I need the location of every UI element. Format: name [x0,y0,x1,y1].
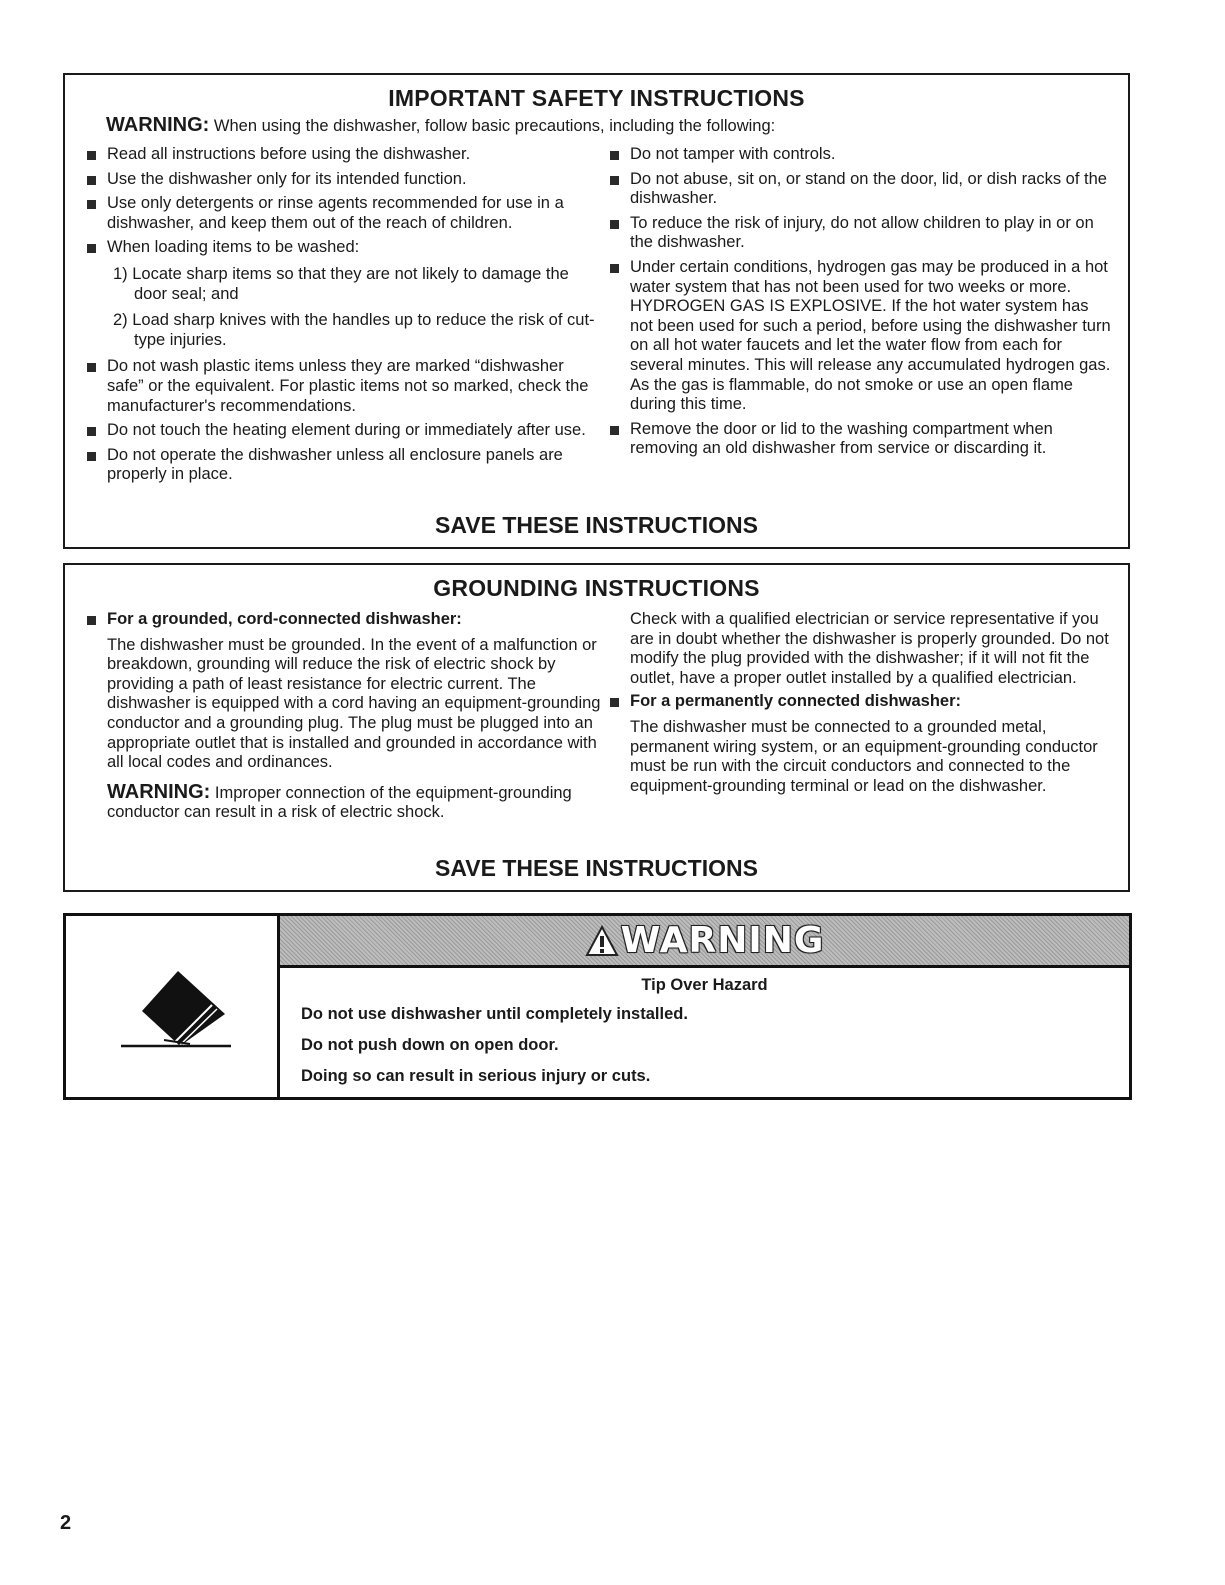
list-item: Do not touch the heating element during or immediately after use. [87,421,597,441]
warning-line: Do not push down on open door. [301,1036,559,1054]
bullet-icon [87,200,96,209]
bullet-icon [610,698,619,707]
sub-item: 1) Locate sharp items so that they are not likely to damage the door seal; and [113,264,569,303]
warning-banner-label: WARNING [620,920,825,961]
safety-instructions-box [63,73,1130,549]
list-item: To reduce the risk of injury, do not allow children to play in or on the dishwasher. [610,214,1115,253]
page-number: 2 [60,1512,72,1534]
warning-line: Do not use dishwasher until completely installed. [301,1005,688,1023]
bullet-icon [610,151,619,160]
grounding-left-column [87,610,602,829]
bullet-icon [87,244,96,253]
safety-warning [106,114,1128,137]
tip-over-warning-panel [63,913,1132,1100]
grounding-warning [87,780,602,823]
bullet-icon [610,220,619,229]
list-item: Do not abuse, sit on, or stand on the door, lid, or dish racks of the dishwasher. [610,170,1115,209]
warning-label: WARNING: [106,114,210,136]
list-item: Read all instructions before using the dishwasher. [87,145,597,165]
safety-title: IMPORTANT SAFETY INSTRUCTIONS [388,85,805,111]
list-item: Use the dishwasher only for its intended function. [87,170,597,190]
sub-item: 2) Load sharp knives with the handles up to reduce the risk of cut-type injuries. [113,311,595,349]
list-item: Remove the door or lid to the washing compartment when removing an old dishwasher from service or discarding it. [610,420,1115,459]
list-item: Do not tamper with controls. [610,145,1115,165]
permanent-description: The dishwasher must be connected to a grounded metal, permanent wiring system, or an equipment-grounding conductor must be run with the circuit conductors and connected to the equipment-grounding terminal or lead on the dishwasher. [630,717,1098,795]
grounding-title: GROUNDING INSTRUCTIONS [433,575,760,601]
bullet-icon [610,176,619,185]
warning-banner [280,916,1129,968]
grounding-instructions-box [63,563,1130,892]
hazard-title: Tip Over Hazard [641,976,768,994]
warning-triangle-icon [585,925,619,957]
warning-line: Doing so can result in serious injury or cuts. [301,1067,651,1085]
save-instructions-label: SAVE THESE INSTRUCTIONS [435,855,758,881]
bullet-icon [87,176,96,185]
corded-description: The dishwasher must be grounded. In the event of a malfunction or breakdown, grounding will reduce the risk of electric shock by providing a path of least resistance for electric current. The dishwasher is equipped with a cord having an equipment-grounding conductor and a grounding plug. The plug must be plugged into an appropriate outlet that is installed and grounded in accordance with all local codes and ordinances. [107,635,601,772]
list-item: Use only detergents or rinse agents recommended for use in a dishwasher, and keep them out of the reach of children. [87,194,597,233]
list-item: Do not wash plastic items unless they are marked “dishwasher safe” or the equivalent. For plastic items not so marked, check the manufacturer's recommendations. [87,357,597,416]
tip-over-hazard-icon [66,916,277,1097]
warning-text: When using the dishwasher, follow basic precautions, including the following: [209,117,776,135]
safety-right-column [610,145,1115,464]
bullet-icon [610,426,619,435]
warning-label: WARNING: [107,780,211,803]
tip-over-icon-cell [66,916,280,1097]
warning-text: Improper connection of the equipment-grounding conductor can result in a risk of electric shock. [107,783,572,822]
check-electrician-text: Check with a qualified electrician or service representative if you are in doubt whether the dishwasher is properly grounded. Do not modify the plug provided with the dishwasher; if it will not fit the outlet, have a proper outlet installed by a qualified electrician. [630,610,1109,687]
grounding-right-column [610,610,1115,802]
list-item: Do not operate the dishwasher unless all enclosure panels are properly in place. [87,446,597,485]
bullet-icon [87,427,96,436]
list-item: When loading items to be washed: [87,238,597,258]
bullet-icon [87,452,96,461]
bullet-icon [87,616,96,625]
list-item: For a grounded, cord-connected dishwasher: [87,610,602,630]
bullet-icon [87,363,96,372]
bullet-icon [610,264,619,273]
safety-left-column [87,145,597,490]
bullet-icon [87,151,96,160]
save-instructions-label: SAVE THESE INSTRUCTIONS [435,512,758,538]
list-item: For a permanently connected dishwasher: [610,692,1115,712]
list-item: Under certain conditions, hydrogen gas may be produced in a hot water system that has not been used for two weeks or more. HYDROGEN GAS IS EXPLOSIVE. If the hot water system has not been used for such a period, before using the dishwasher turn on all hot water faucets and let the water flow from each for several minutes. This will release any accumulated hydrogen gas. As the gas is flammable, do not smoke or use an open flame during this time. [610,258,1115,415]
